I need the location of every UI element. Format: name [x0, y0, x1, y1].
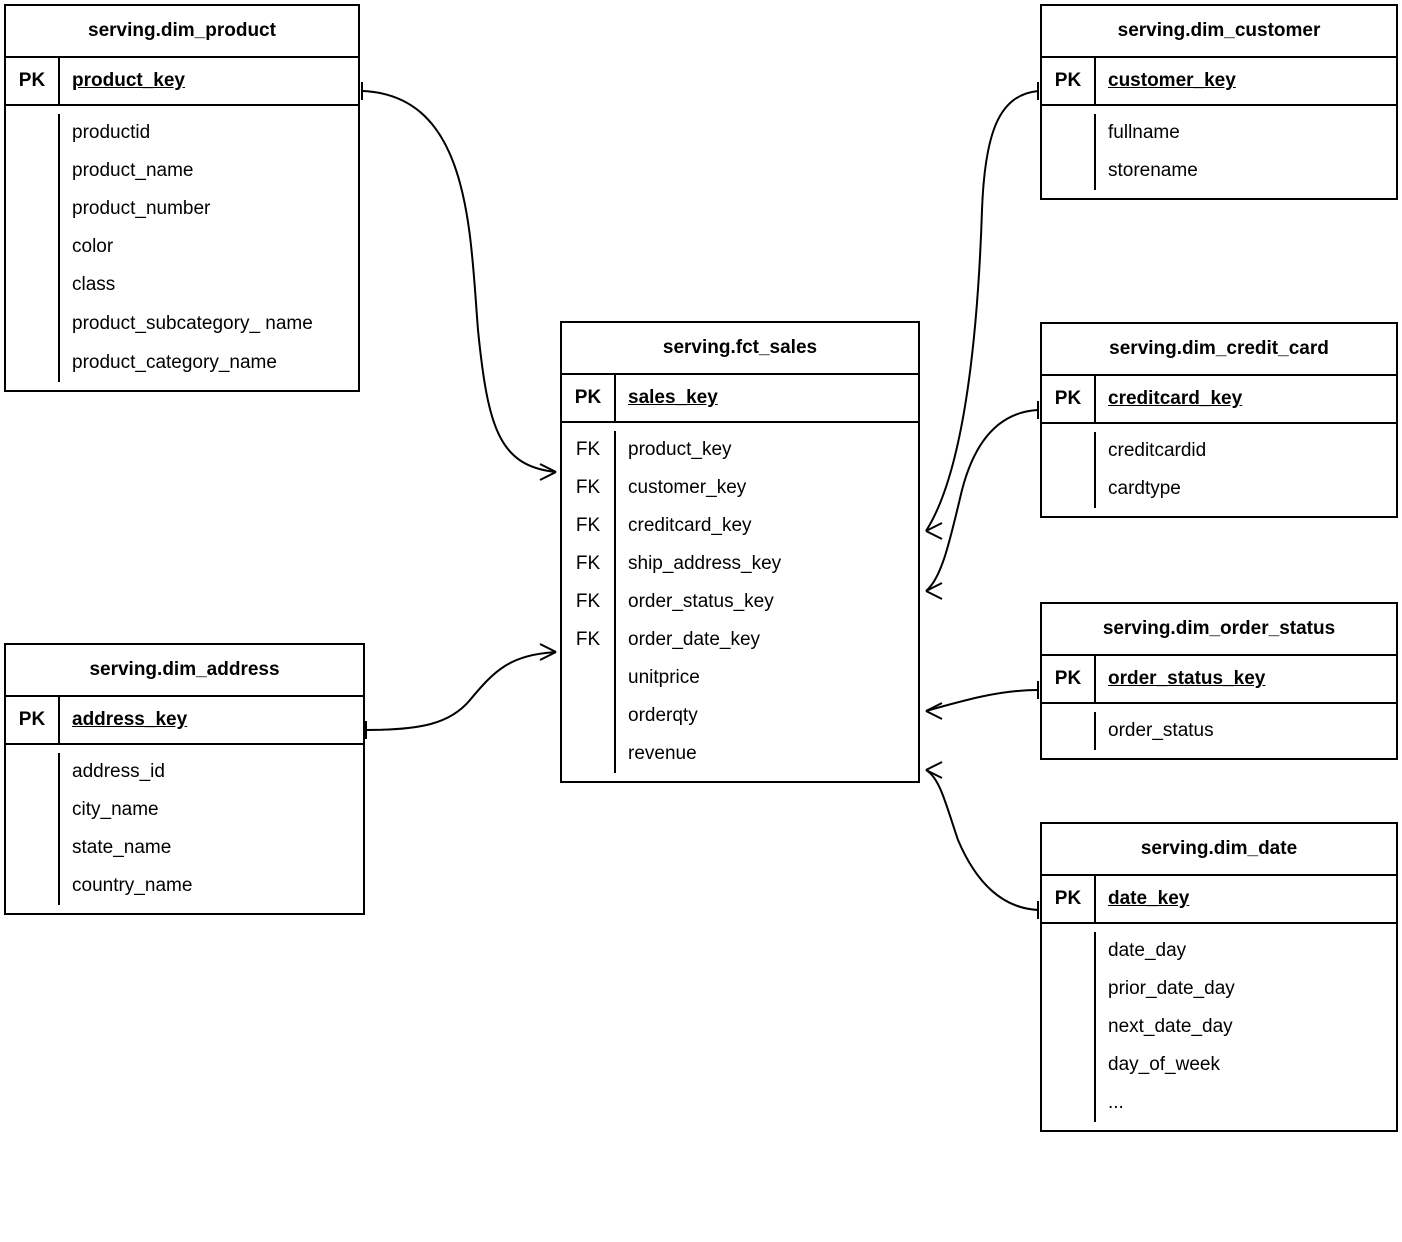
attribute-row	[6, 114, 358, 152]
key-indicator: PK	[1042, 876, 1096, 922]
key-indicator: PK	[6, 697, 60, 743]
key-indicator	[1042, 1084, 1096, 1122]
entity-title: serving.fct_sales	[562, 323, 918, 375]
entity-title: serving.dim_date	[1042, 824, 1396, 876]
attribute-name: product_category_name	[72, 351, 277, 373]
key-indicator	[6, 829, 60, 867]
attribute-row-pk	[562, 375, 918, 423]
entity-title: serving.dim_product	[6, 6, 358, 58]
relationship-address	[366, 652, 556, 730]
attribute-name: ...	[1108, 1092, 1124, 1113]
key-indicator: PK	[1042, 58, 1096, 104]
attribute-name: customer_key	[1108, 70, 1236, 91]
attribute-name: country_name	[72, 875, 193, 896]
key-indicator: FK	[562, 469, 616, 507]
attribute-name: customer_key	[628, 477, 747, 498]
spacer	[6, 382, 358, 390]
key-indicator	[1042, 114, 1096, 152]
key-indicator	[562, 697, 616, 735]
attribute-name: date_day	[1108, 940, 1187, 961]
attribute-name: color	[72, 236, 114, 257]
key-indicator	[6, 867, 60, 905]
spacer	[1042, 190, 1396, 198]
attribute-row-pk	[6, 58, 358, 106]
key-indicator: FK	[562, 545, 616, 583]
attribute-name: next_date_day	[1108, 1016, 1233, 1037]
key-indicator: FK	[562, 583, 616, 621]
attribute-name: day_of_week	[1108, 1054, 1220, 1075]
attribute-name: unitprice	[628, 667, 700, 688]
relationship-order-status	[926, 690, 1038, 711]
entity-dim-credit-card[interactable]	[1040, 322, 1398, 518]
spacer	[1042, 424, 1396, 432]
spacer	[6, 745, 363, 753]
attribute-name: productid	[72, 122, 151, 143]
key-indicator	[6, 114, 60, 152]
key-indicator	[6, 266, 60, 304]
key-indicator	[1042, 1008, 1096, 1046]
key-indicator	[6, 344, 60, 382]
key-indicator	[1042, 932, 1096, 970]
spacer	[6, 905, 363, 913]
attribute-name: storename	[1108, 160, 1198, 181]
attribute-name: sales_key	[628, 387, 718, 408]
spacer	[1042, 924, 1396, 932]
key-indicator: FK	[562, 507, 616, 545]
attribute-name: order_date_key	[628, 629, 761, 650]
entity-title: serving.dim_customer	[1042, 6, 1396, 58]
key-indicator	[6, 304, 60, 344]
attribute-list	[1042, 106, 1396, 198]
attribute-name: creditcardid	[1108, 440, 1207, 461]
attribute-row	[1042, 432, 1396, 470]
attribute-list	[1042, 424, 1396, 516]
attribute-name: order_status	[1108, 720, 1214, 741]
attribute-row	[562, 583, 918, 621]
attribute-list	[6, 745, 363, 913]
attribute-row	[1042, 114, 1396, 152]
attribute-name: class	[72, 274, 116, 295]
key-indicator: FK	[562, 431, 616, 469]
attribute-name: address_id	[72, 761, 165, 782]
attribute-name: order_status_key	[628, 591, 774, 612]
attribute-row	[1042, 1046, 1396, 1084]
entity-title: serving.dim_order_status	[1042, 604, 1396, 656]
attribute-row	[1042, 970, 1396, 1008]
attribute-row	[562, 545, 918, 583]
attribute-name: product_key	[628, 439, 732, 460]
attribute-name: product_key	[72, 70, 185, 91]
attribute-list	[562, 423, 918, 781]
key-indicator: PK	[1042, 376, 1096, 422]
attribute-row	[6, 266, 358, 304]
spacer	[1042, 106, 1396, 114]
attribute-row-pk	[1042, 58, 1396, 106]
entity-title: serving.dim_address	[6, 645, 363, 697]
attribute-row-pk	[1042, 656, 1396, 704]
key-indicator: PK	[6, 58, 60, 104]
key-indicator	[6, 152, 60, 190]
attribute-row	[562, 735, 918, 773]
attribute-row	[562, 621, 918, 659]
key-indicator	[1042, 712, 1096, 750]
attribute-row	[562, 507, 918, 545]
key-indicator	[6, 753, 60, 791]
attribute-row	[6, 791, 363, 829]
entity-dim-address[interactable]	[4, 643, 365, 915]
attribute-name: state_name	[72, 837, 172, 858]
attribute-row	[6, 152, 358, 190]
attribute-row	[6, 753, 363, 791]
attribute-name: product_name	[72, 160, 194, 181]
key-indicator	[6, 228, 60, 266]
entity-dim-order-status[interactable]	[1040, 602, 1398, 760]
attribute-row	[1042, 1008, 1396, 1046]
attribute-name: revenue	[628, 743, 697, 764]
spacer	[1042, 508, 1396, 516]
entity-dim-product[interactable]	[4, 4, 360, 392]
attribute-row	[6, 304, 358, 344]
relationship-product	[362, 91, 556, 472]
attribute-name: cardtype	[1108, 478, 1181, 499]
key-indicator	[562, 735, 616, 773]
attribute-row	[1042, 152, 1396, 190]
entity-title: serving.dim_credit_card	[1042, 324, 1396, 376]
attribute-row	[6, 867, 363, 905]
attribute-row	[6, 344, 358, 382]
attribute-name: ship_address_key	[628, 553, 782, 574]
key-indicator	[6, 190, 60, 228]
attribute-row	[562, 431, 918, 469]
attribute-name: creditcard_key	[628, 515, 752, 536]
relationship-customer	[926, 91, 1038, 531]
attribute-row	[6, 228, 358, 266]
attribute-row	[1042, 470, 1396, 508]
attribute-list	[6, 106, 358, 390]
attribute-name: fullname	[1108, 122, 1180, 143]
key-indicator	[1042, 1046, 1096, 1084]
attribute-name: product_subcategory_ name	[72, 313, 313, 334]
key-indicator	[1042, 432, 1096, 470]
key-indicator: FK	[562, 621, 616, 659]
spacer	[562, 423, 918, 431]
spacer	[1042, 704, 1396, 712]
key-indicator: PK	[1042, 656, 1096, 702]
attribute-name: product_number	[72, 198, 211, 219]
key-indicator: PK	[562, 375, 616, 421]
attribute-name: orderqty	[628, 705, 698, 726]
attribute-row	[1042, 712, 1396, 750]
relationship-creditcard	[926, 410, 1038, 591]
key-indicator	[1042, 470, 1096, 508]
spacer	[562, 773, 918, 781]
attribute-row-pk	[6, 697, 363, 745]
entity-fct-sales[interactable]	[560, 321, 920, 783]
attribute-row	[562, 469, 918, 507]
relationship-date	[926, 770, 1038, 910]
spacer	[1042, 750, 1396, 758]
attribute-row	[1042, 932, 1396, 970]
spacer	[6, 106, 358, 114]
attribute-name: city_name	[72, 799, 159, 820]
attribute-row	[6, 190, 358, 228]
entity-dim-customer[interactable]	[1040, 4, 1398, 200]
attribute-name: address_key	[72, 709, 188, 730]
attribute-name: order_status_key	[1108, 668, 1266, 689]
entity-dim-date[interactable]	[1040, 822, 1398, 1132]
attribute-list	[1042, 924, 1396, 1130]
attribute-row	[562, 659, 918, 697]
attribute-list	[1042, 704, 1396, 758]
spacer	[1042, 1122, 1396, 1130]
key-indicator	[562, 659, 616, 697]
key-indicator	[1042, 970, 1096, 1008]
attribute-row	[1042, 1084, 1396, 1122]
attribute-row	[562, 697, 918, 735]
attribute-name: creditcard_key	[1108, 388, 1243, 409]
attribute-name: prior_date_day	[1108, 978, 1235, 999]
key-indicator	[1042, 152, 1096, 190]
attribute-name: date_key	[1108, 888, 1190, 909]
attribute-row-pk	[1042, 376, 1396, 424]
attribute-row-pk	[1042, 876, 1396, 924]
attribute-row	[6, 829, 363, 867]
key-indicator	[6, 791, 60, 829]
